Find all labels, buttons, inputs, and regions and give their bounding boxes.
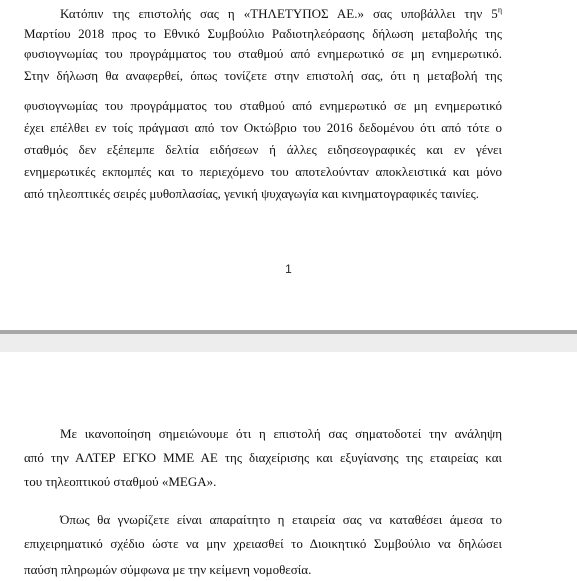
paragraph-line: φυσιογνωμίας του προγράμματος του σταθμού από ενημερωτικό σε μη ενημερωτικό. <box>24 46 502 61</box>
paragraph-line: Όπως θα γνωρίζετε είναι απαραίτητο η εταιρεία σας να καταθέσει άμεσα το <box>60 512 502 527</box>
paragraph-line: έχει επέλθει εν τοίς πράγμασι από τον Οκτώβριο του 2016 δεδομένου ότι από τότε ο <box>24 120 502 135</box>
paragraph-line: του τηλεοπτικού σταθμού «MEGA». <box>24 474 217 489</box>
paragraph-line: Κατόπιν της επιστολής σας η «ΤΗΛΕΤΥΠΟΣ ΑΕ.» σας υποβάλλει την $5^\eta$ <box>60 5 502 21</box>
paragraph-line: από την ΑΛΤΕΡ ΕΓΚΟ ΜΜΕ ΑΕ της διαχείρισης και εξυγίανσης της εταιρείας και <box>24 450 502 465</box>
paragraph-line: φυσιογνωμίας του προγράμματος του σταθμού από ενημερωτικό σε μη ενημερωτικό <box>24 98 502 113</box>
paragraph-line: Με ικανοποίηση σημειώνουμε ότι η επιστολή σας σηματοδοτεί την ανάληψη <box>60 426 502 441</box>
paragraph-line: από τηλεοπτικές σειρές μυθοπλασίας, γενική ψυχαγωγία και κινηματογραφικές ταινίες. <box>24 186 480 201</box>
paragraph-line: σταθμός δεν εξέπεμπε δελτία ειδήσεων ή άλλες ειδησεογραφικές και εν γένει <box>24 142 502 157</box>
paragraph-line: παύση πληρωμών σύμφωνα με την κείμενη νομοθεσία. <box>24 562 312 577</box>
superscript: η <box>497 5 502 15</box>
document-page-2 <box>0 352 577 581</box>
paragraph-line: ενημερωτικές εκπομπές και το περιεχόμενο του αποτελούνταν αποκλειστικά και μόνο <box>24 164 502 179</box>
paragraph-line: Στην δήλωση θα αναφερθεί, όπως τονίζετε στην επιστολή σας, ότι η μεταβολή της <box>24 68 502 83</box>
paragraph-line: Μαρτίου 2018 προς το Εθνικό Συμβούλιο Ραδιοτηλεόρασης δήλωση μεταβολής της <box>24 26 502 41</box>
paragraph-line: επιχειρηματικό σχέδιο ώστε να μην χρειασθεί το Διοικητικό Συμβούλιο να δηλώσει <box>24 536 502 551</box>
page-separator <box>0 330 577 352</box>
page-number: 1 <box>285 262 292 276</box>
